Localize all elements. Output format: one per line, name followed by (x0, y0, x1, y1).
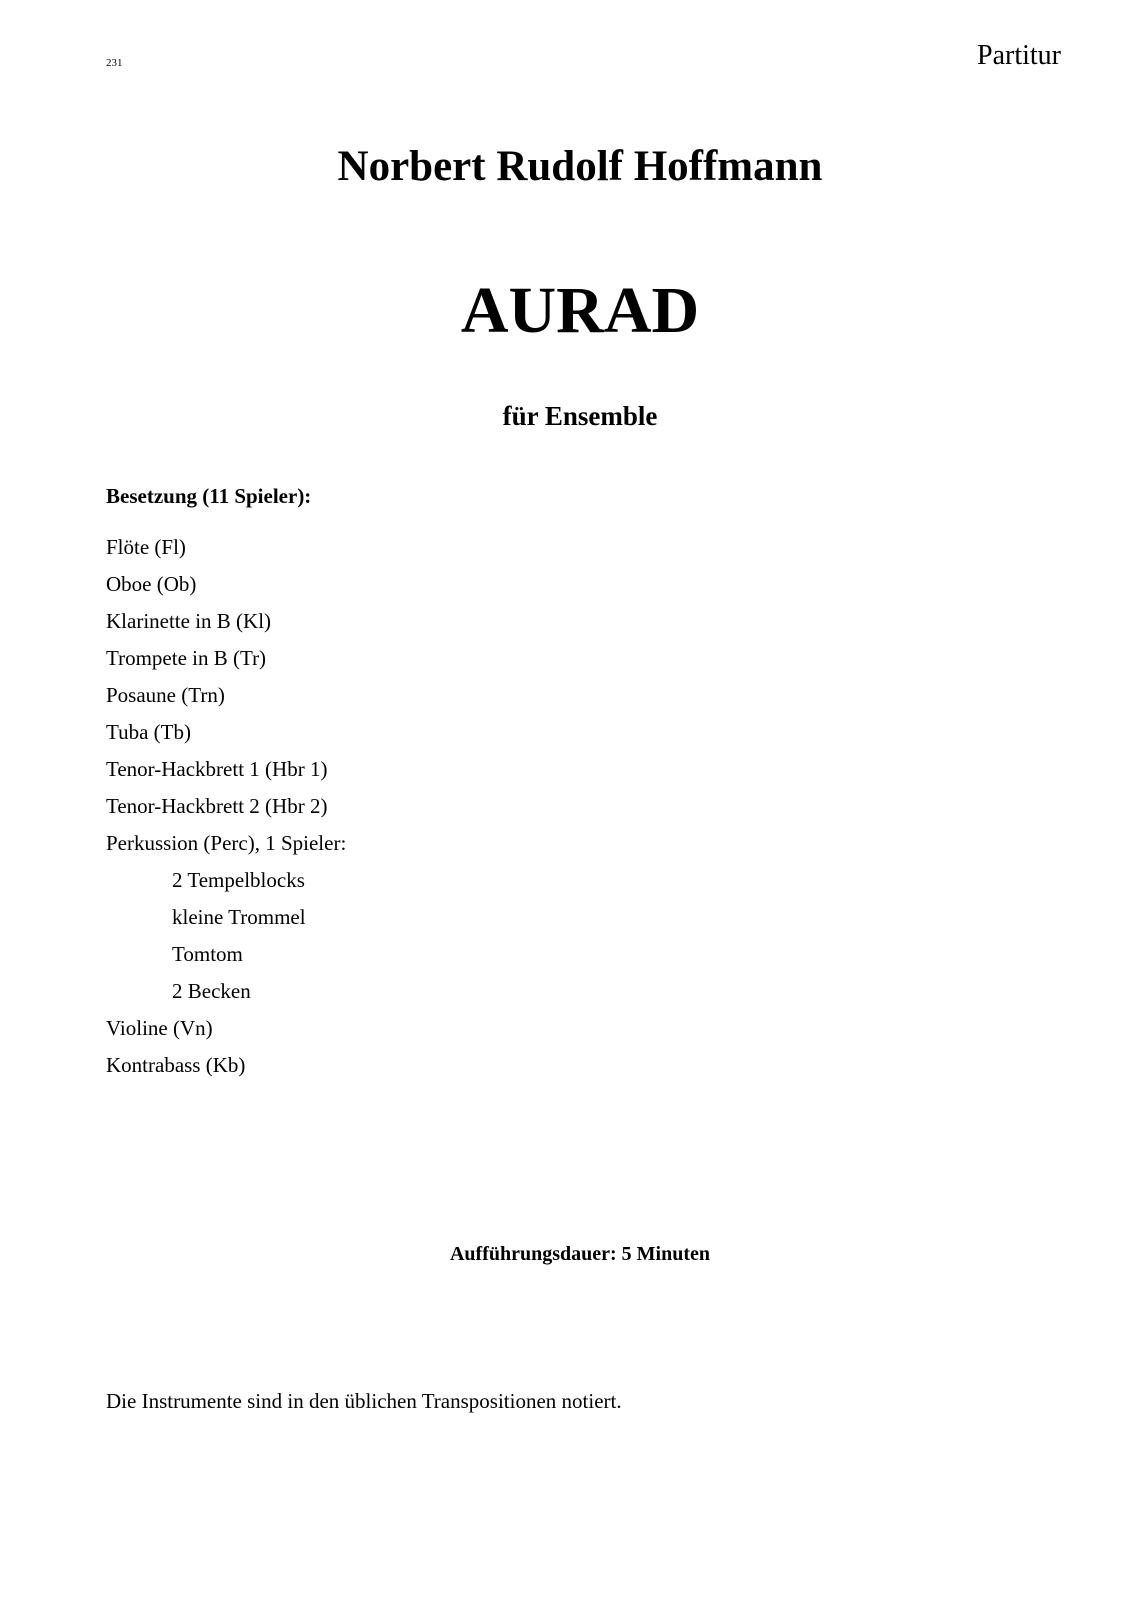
work-title: AURAD (460, 274, 700, 347)
instrument-item: Tenor-Hackbrett 1 (Hbr 1) (106, 757, 328, 781)
instrumentation-heading: Besetzung (11 Spieler): (106, 484, 312, 508)
percussion-item: kleine Trommel (172, 905, 306, 929)
performance-duration: Aufführungsdauer: 5 Minuten (449, 1243, 711, 1265)
instrument-item: Klarinette in B (Kl) (106, 609, 272, 633)
header-label: Partitur (977, 40, 1061, 71)
percussion-item: 2 Becken (172, 979, 251, 1003)
percussion-item: Tomtom (172, 942, 243, 966)
instrument-list (106, 529, 346, 1084)
composer-name: Norbert Rudolf Hoffmann (337, 143, 823, 190)
percussion-item: 2 Tempelblocks (172, 868, 305, 892)
instrument-item: Flöte (Fl) (106, 535, 186, 559)
instrument-item: Perkussion (Perc), 1 Spieler: (106, 831, 347, 855)
instrument-item: Oboe (Ob) (106, 572, 197, 596)
page-number: 231 (106, 57, 123, 69)
instrument-item: Posaune (Trn) (106, 683, 225, 707)
instrument-item: Kontrabass (Kb) (106, 1053, 246, 1077)
instrument-item: Tuba (Tb) (106, 720, 191, 744)
instrument-item: Tenor-Hackbrett 2 (Hbr 2) (106, 794, 328, 818)
transposition-note: Die Instrumente sind in den üblichen Transpositionen notiert. (106, 1389, 622, 1413)
instrument-item: Trompete in B (Tr) (106, 646, 267, 670)
work-subtitle: für Ensemble (502, 401, 658, 431)
instrument-item: Violine (Vn) (106, 1016, 213, 1040)
